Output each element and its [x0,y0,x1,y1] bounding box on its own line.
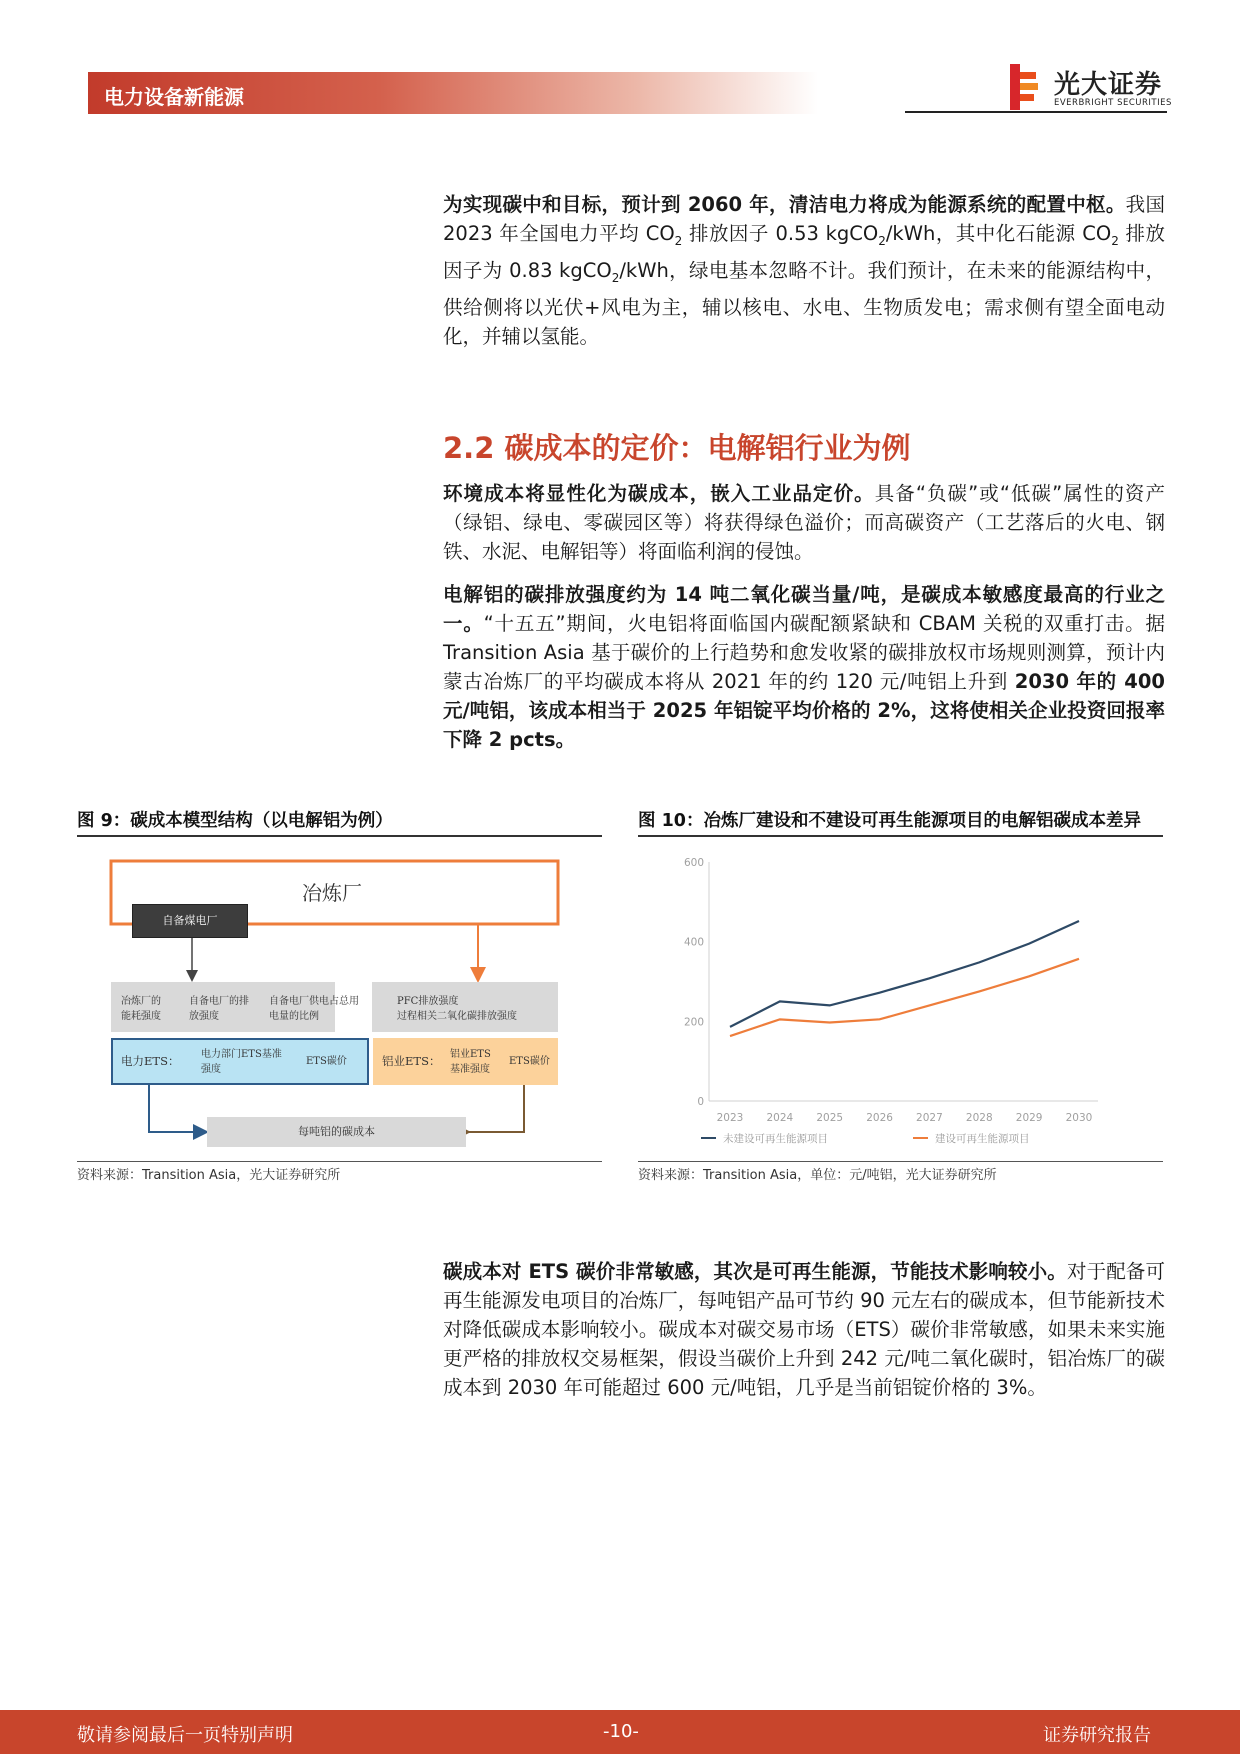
paragraph-3 [443,1257,1165,1402]
x-tick-label: 2025 [816,1112,844,1124]
paragraph-2 [443,580,1165,754]
intro-bold: 为实现碳中和目标，预计到 2060 年，清洁电力将成为能源系统的配置中枢。 [443,193,1126,216]
fig9-caption: 图 9：碳成本模型结构（以电解铝为例） [77,811,393,831]
factor-energy-intensity: 冶炼厂的 能耗强度 [121,996,161,1022]
everbright-logo [1008,62,1172,110]
fig10-bottom-rule [638,1161,1163,1162]
factor-power-share: 自备电厂供电占总用 电量的比例 [269,996,359,1022]
captive-plant-label: 自备煤电厂 [162,914,218,927]
fig9-bottom-rule [77,1161,602,1162]
intro-text-1: 我国 2023 年全国电力平均 CO [443,193,1165,245]
header-divider [905,111,1167,113]
logo-cn-text: 光大证券 [1054,70,1163,100]
page-number: -10- [603,1721,639,1742]
fig10-caption: 图 10：冶炼厂建设和不建设可再生能源项目的电解铝碳成本差异 [638,811,1141,831]
fig9-diagram [77,845,602,1155]
intro-text-2: 排放因子 0.53 kgCO [682,222,879,245]
para2-bold-1: 电解铝的碳排放强度约为 14 吨二氧化碳当量/吨，是碳成本敏感度最高的行业之一。 [443,583,1165,635]
captive-plant-box [132,904,248,938]
intro-paragraph [443,190,1165,351]
section-label: 电力设备新能源 [104,85,244,109]
x-tick-label: 2028 [965,1112,993,1124]
al-ets-benchmark: 铝业ETS 基准强度 [450,1049,491,1075]
factor-plant-emission: 自备电厂的排 放强度 [189,996,249,1022]
power-ets-price: ETS碳价 [306,1056,347,1067]
x-tick-label: 2026 [866,1112,893,1124]
footer-bar [0,1710,1240,1754]
intro-text-4: 排放因子为 0.83 kgCO [443,222,1165,282]
series-line-2 [730,959,1079,1036]
subscript: 2 [1111,233,1119,248]
intro-text-5: /kWh，绿电基本忽略不计。我们预计，在未来的能源结构中，供给侧将以光伏+风电为主，辅以核电、水电、生物质发电；需求侧有望全面电动化，并辅以氢能。 [443,258,1165,348]
power-ets-benchmark: 电力部门ETS基准 强度 [201,1049,282,1075]
logo-mark-icon [1008,64,1040,110]
fig9-source: 资料来源：Transition Asia，光大证券研究所 [77,1168,341,1183]
para1-text: 具备“负碳”或“低碳”属性的资产（绿铝、绿电、零碳园区等）将获得绿色溢价；而高碳资产（工艺落后的火电、钢铁、水泥、电解铝等）将面临利润的侵蚀。 [443,482,1165,563]
y-tick-label: 200 [683,1016,704,1029]
para2-text: “十五五”期间，火电铝将面临国内碳配额紧缺和 CBAM 关税的双重打击。据 Transition Asia 基于碳价的上行趋势和愈发收紧的碳排放权市场规则测算，预计内蒙古冶炼厂的平均碳成本将从 2021 年的约 120 元/吨铝上升到 [443,612,1165,693]
result-label: 每吨铝的碳成本 [298,1125,375,1138]
paragraph-1 [443,479,1165,566]
footer-report-type: 证券研究报告 [1043,1725,1151,1746]
result-box [207,1117,466,1147]
header-band [88,72,818,114]
para3-text: 对于配备可再生能源发电项目的冶炼厂，每吨铝产品可节约 90 元左右的碳成本，但节能新技术对降低碳成本影响较小。碳成本对碳交易市场（ETS）碳价非常敏感，如果未来实施更严格的排放权交易框架，假设当碳价上升到 242 元/吨二氧化碳时，铝冶炼厂的碳成本到 2030 年可能超过 600 元/吨铝，几乎是当前铝锭价格的 3%。 [443,1260,1165,1399]
series-line-1 [730,921,1079,1027]
fig9-top-rule [77,835,602,837]
x-tick-label: 2029 [1015,1112,1043,1124]
fig10-source: 资料来源：Transition Asia，单位：元/吨铝，光大证券研究所 [638,1168,997,1183]
legend-label-1: 未建设可再生能源项目 [723,1133,828,1145]
subscript: 2 [674,233,683,248]
smelter-label: 冶炼厂 [302,881,362,905]
factor-pfc: PFC排放强度 过程相关二氧化碳排放强度 [397,996,517,1022]
para1-bold: 环境成本将显性化为碳成本，嵌入工业品定价。 [443,482,875,505]
fig10-top-rule [638,835,1163,837]
x-tick-label: 2023 [716,1112,744,1124]
x-tick-label: 2024 [766,1112,794,1124]
y-tick-label: 600 [683,857,704,869]
al-ets-price: ETS碳价 [509,1056,550,1067]
legend-label-2: 建设可再生能源项目 [935,1133,1030,1145]
y-tick-label: 400 [683,936,704,949]
intro-text-3: /kWh，其中化石能源 CO [885,222,1112,245]
footer-disclaimer: 敬请参阅最后一页特别声明 [77,1725,293,1746]
para2-bold-2: 2030 年的 400 元/吨铝，该成本相当于 2025 年铝锭平均价格的 2%，这将使相关企业投资回报率下降 2 pcts。 [443,670,1165,751]
al-ets-label: 铝业ETS： [382,1054,441,1068]
subscript: 2 [878,233,886,248]
fig10-chart [638,845,1163,1155]
x-tick-label: 2030 [1065,1112,1093,1124]
section-title: 2.2 碳成本的定价：电解铝行业为例 [443,431,911,465]
power-ets-label: 电力ETS： [121,1054,180,1068]
para3-bold: 碳成本对 ETS 碳价非常敏感，其次是可再生能源，节能技术影响较小。 [443,1260,1067,1283]
subscript: 2 [611,270,620,285]
logo-en-text: EVERBRIGHT SECURITIES [1054,98,1172,108]
y-tick-label: 0 [697,1096,704,1108]
x-tick-label: 2027 [916,1112,943,1124]
